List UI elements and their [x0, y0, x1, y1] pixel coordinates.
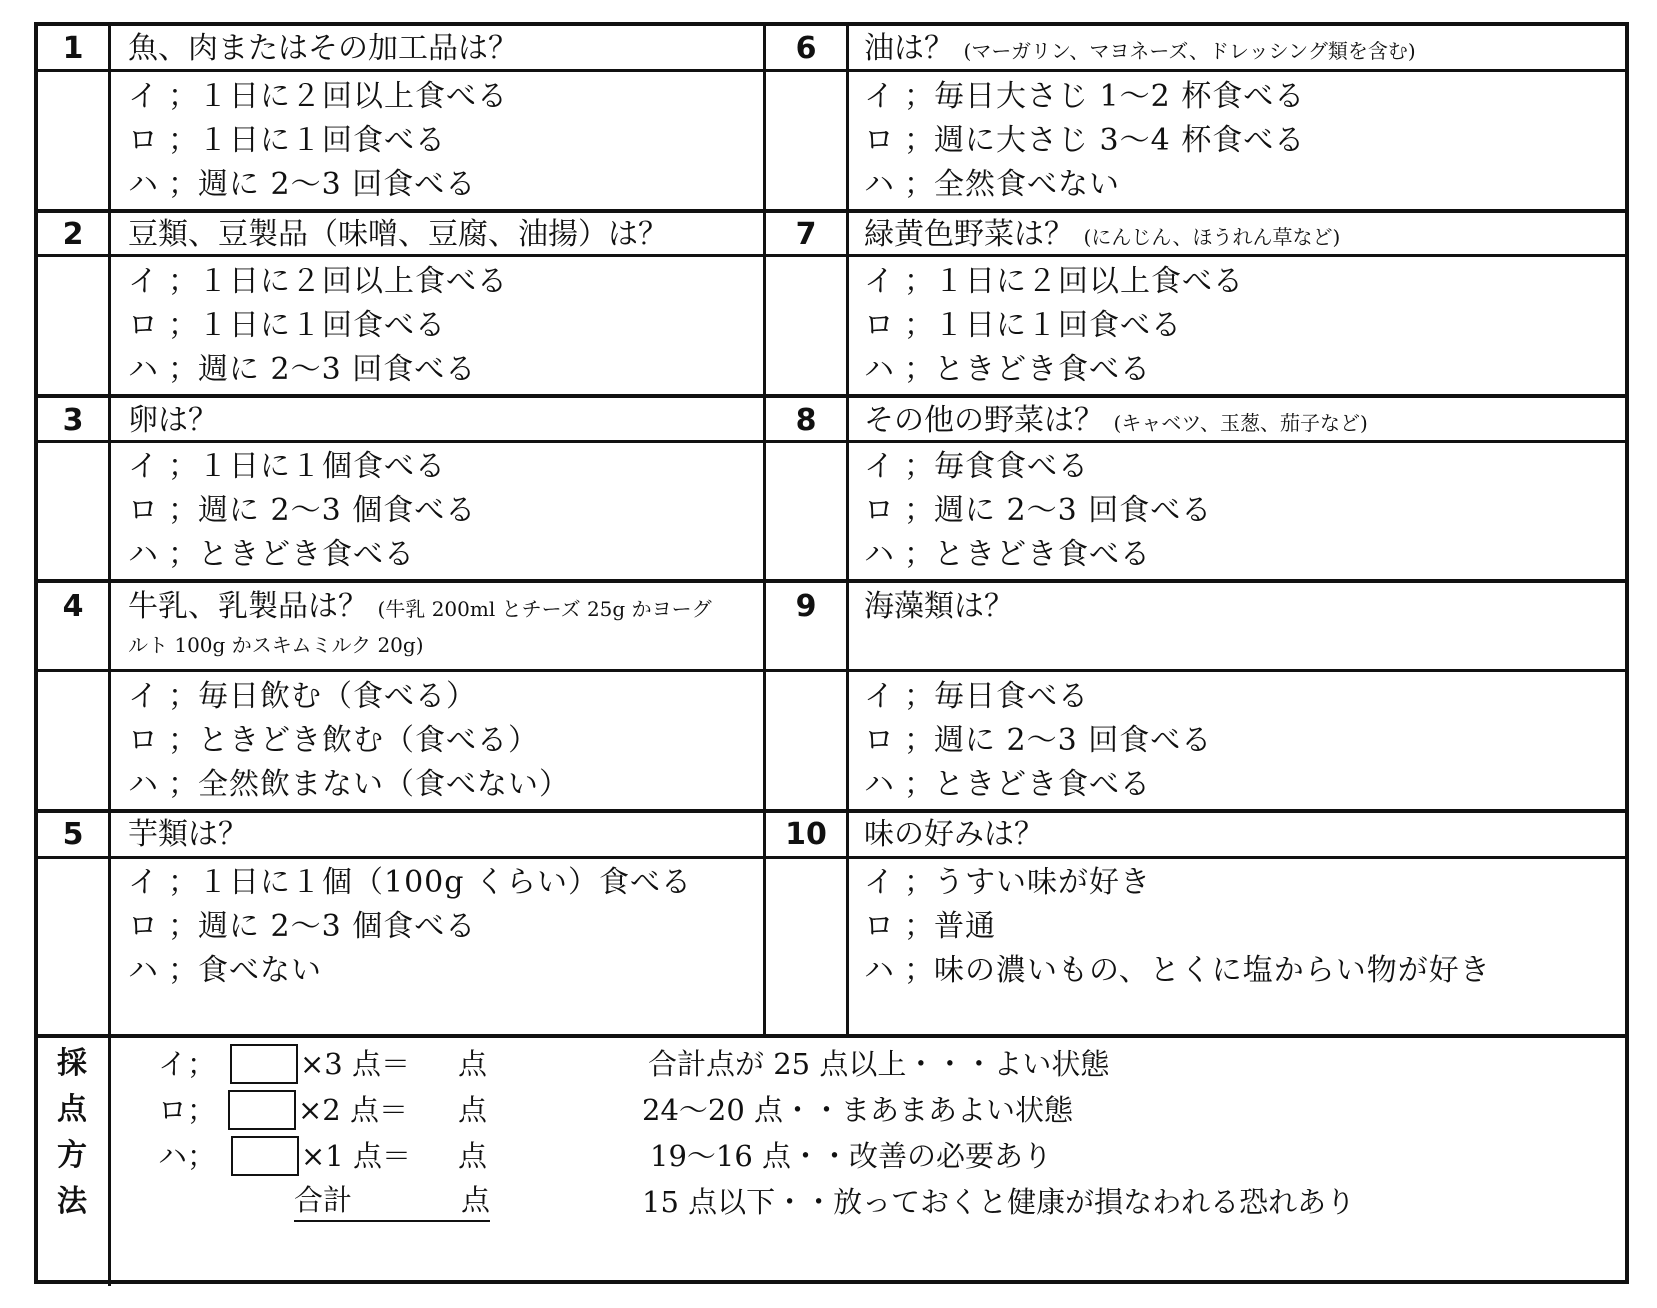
option-mark: ハ — [128, 352, 159, 387]
option-separator: ； — [168, 308, 199, 343]
rule-right-2 — [765, 209, 1629, 213]
option-separator: ； — [904, 167, 935, 202]
option-text: うすい味が好き — [934, 865, 1151, 900]
option-separator: ； — [904, 723, 935, 758]
option-text: １日に２回以上食べる — [198, 79, 508, 114]
rule-left-4 — [38, 394, 765, 398]
rule-left-6 — [38, 579, 765, 583]
rule-left-2 — [38, 209, 765, 213]
score-count-box-i[interactable] — [230, 1044, 298, 1084]
item-option-2b — [128, 303, 446, 349]
item-question-6 — [864, 28, 1416, 72]
option-separator: ； — [168, 123, 199, 158]
item-question-4-note-line2: ルト 100g かスキムミルク 20g) — [128, 633, 424, 657]
item-option-9a — [864, 674, 1089, 720]
option-text: １日に２回以上食べる — [934, 264, 1244, 299]
scoring-label-char-2: 点 — [57, 1092, 87, 1127]
rule-left-7 — [38, 669, 765, 672]
option-mark: ロ — [864, 493, 895, 528]
option-text: 毎日食べる — [934, 679, 1089, 714]
divider-number-column-left — [108, 26, 111, 1036]
option-text: 毎食食べる — [934, 449, 1089, 484]
item-option-7b — [864, 303, 1182, 349]
item-number-6: 6 — [795, 31, 817, 66]
divider-center — [763, 26, 766, 1036]
question-note: (マーガリン、マヨネーズ、ドレッシング類を含む) — [963, 39, 1416, 63]
item-number-2: 2 — [62, 217, 84, 252]
scoring-row-ro-mark — [158, 1088, 216, 1132]
criteria-line-1: 合計点が 25 点以上・・・よい状態 — [648, 1047, 1110, 1081]
item-option-4b — [128, 718, 539, 764]
option-text: 普通 — [934, 909, 996, 944]
scoring-label-char-3: 方 — [57, 1138, 87, 1173]
item-question-5 — [128, 814, 248, 856]
option-text: １日に１個食べる — [198, 449, 446, 484]
option-text: 週に 2～3 回食べる — [198, 167, 477, 202]
option-mark: ハ — [128, 767, 159, 802]
option-text: 毎日大さじ 1～2 杯食べる — [934, 79, 1306, 114]
scoring-row-i-unit: 点 — [458, 1047, 488, 1081]
item-option-10b — [864, 904, 996, 950]
rule-right-7 — [765, 669, 1629, 672]
scoring-row-ha-mark — [158, 1134, 216, 1178]
option-separator: ； — [904, 308, 935, 343]
option-separator: ； — [168, 679, 199, 714]
option-separator: ； — [168, 723, 199, 758]
question-text: 芋類は？ — [128, 817, 248, 852]
item-number-10: 10 — [785, 817, 827, 852]
scoring-separator: ； — [187, 1139, 217, 1173]
scoring-separator: ； — [187, 1093, 217, 1127]
option-separator: ； — [904, 79, 935, 114]
option-separator: ； — [168, 865, 199, 900]
divider-scoring-label — [108, 1036, 111, 1286]
rule-right-4 — [765, 394, 1629, 398]
item-number-5: 5 — [62, 817, 84, 852]
rule-scoring-top — [38, 1034, 1629, 1038]
option-text: ときどき食べる — [934, 352, 1151, 387]
question-text: 牛乳、乳製品は？ — [128, 589, 368, 624]
item-number-4: 4 — [62, 589, 84, 624]
option-separator: ； — [904, 537, 935, 572]
item-option-5b — [128, 904, 476, 950]
scoring-mark: ロ — [158, 1093, 188, 1127]
item-option-10a — [864, 860, 1151, 906]
item-question-4 — [128, 586, 712, 630]
option-mark: ロ — [864, 909, 895, 944]
scoring-row-ro-multiplier: ×2 点＝ — [298, 1093, 408, 1127]
item-question-3 — [128, 400, 218, 442]
option-text: 全然飲まない（食べない） — [198, 767, 570, 802]
option-text: 週に 2～3 個食べる — [198, 909, 477, 944]
question-text: 魚、肉またはその加工品は？ — [128, 31, 518, 66]
rule-right-6 — [765, 579, 1629, 583]
option-mark: ハ — [128, 953, 159, 988]
option-mark: ハ — [864, 352, 895, 387]
scoring-total-label: 合計 — [294, 1180, 414, 1222]
option-text: ときどき飲む（食べる） — [198, 723, 539, 758]
score-count-box-ha[interactable] — [231, 1136, 299, 1176]
item-option-3c — [128, 532, 415, 578]
question-text: 卵は？ — [128, 403, 218, 438]
option-separator: ； — [168, 449, 199, 484]
question-text: 海藻類は？ — [864, 589, 1014, 624]
item-question-1 — [128, 28, 518, 70]
option-mark: ロ — [864, 723, 895, 758]
item-option-1a — [128, 74, 508, 120]
question-note: (キャベツ、玉葱、茄子など) — [1113, 411, 1368, 435]
option-mark: イ — [128, 264, 159, 299]
option-text: 全然食べない — [934, 167, 1120, 202]
scoring-row-i-multiplier: ×3 点＝ — [300, 1047, 410, 1081]
option-separator: ； — [168, 493, 199, 528]
rule-right-8 — [765, 809, 1629, 813]
option-separator: ； — [168, 264, 199, 299]
option-text: 週に 2～3 個食べる — [198, 493, 477, 528]
score-count-box-ro[interactable] — [228, 1090, 296, 1130]
item-question-9 — [864, 586, 1014, 628]
item-question-10 — [864, 814, 1044, 856]
rule-left-9 — [38, 856, 765, 859]
option-text: 週に 2～3 回食べる — [934, 723, 1213, 758]
scoring-row-ro-unit: 点 — [458, 1093, 488, 1127]
scoring-row-i-mark — [158, 1042, 216, 1086]
option-mark: イ — [128, 79, 159, 114]
scoring-row-ha-unit: 点 — [458, 1139, 488, 1173]
option-mark: イ — [128, 449, 159, 484]
option-mark: イ — [128, 679, 159, 714]
item-option-9b — [864, 718, 1212, 764]
item-option-2a — [128, 259, 508, 305]
option-text: ときどき食べる — [934, 767, 1151, 802]
option-separator: ； — [904, 865, 935, 900]
option-mark: ロ — [864, 123, 895, 158]
option-text: ときどき食べる — [934, 537, 1151, 572]
option-text: 週に 2～3 回食べる — [934, 493, 1213, 528]
option-separator: ； — [168, 352, 199, 387]
item-option-10c — [864, 948, 1491, 994]
option-text: １日に１回食べる — [934, 308, 1182, 343]
option-separator: ； — [904, 123, 935, 158]
option-separator: ； — [168, 79, 199, 114]
option-mark: ハ — [128, 167, 159, 202]
item-number-7: 7 — [795, 217, 817, 252]
option-separator: ； — [904, 953, 935, 988]
option-mark: ロ — [128, 493, 159, 528]
item-option-4a — [128, 674, 477, 720]
criteria-line-3: 19～16 点・・改善の必要あり — [650, 1139, 1053, 1173]
option-mark: ロ — [864, 308, 895, 343]
option-text: 週に大さじ 3～4 杯食べる — [934, 123, 1306, 158]
item-option-7a — [864, 259, 1244, 305]
item-option-5a — [128, 860, 692, 906]
option-mark: ロ — [128, 723, 159, 758]
item-option-8b — [864, 488, 1212, 534]
item-option-3a — [128, 444, 446, 490]
option-separator: ； — [904, 679, 935, 714]
item-option-8a — [864, 444, 1089, 490]
option-text: ときどき食べる — [198, 537, 415, 572]
item-option-3b — [128, 488, 476, 534]
item-option-6c — [864, 162, 1120, 208]
option-separator: ； — [168, 953, 199, 988]
option-mark: イ — [864, 865, 895, 900]
item-number-8: 8 — [795, 403, 817, 438]
item-option-2c — [128, 347, 476, 393]
scoring-mark: ハ — [158, 1139, 188, 1173]
option-mark: ロ — [128, 909, 159, 944]
item-option-1b — [128, 118, 446, 164]
option-mark: イ — [864, 679, 895, 714]
option-text: １日に１回食べる — [198, 308, 446, 343]
option-separator: ； — [168, 537, 199, 572]
option-text: １日に１回食べる — [198, 123, 446, 158]
option-separator: ； — [904, 909, 935, 944]
divider-number-column-right — [846, 26, 849, 1036]
question-text: その他の野菜は？ — [864, 403, 1104, 438]
item-option-9c — [864, 762, 1151, 808]
option-separator: ； — [904, 352, 935, 387]
rule-left-8 — [38, 809, 765, 813]
option-mark: ハ — [864, 767, 895, 802]
item-option-5c — [128, 948, 322, 994]
question-note: (にんじん、ほうれん草など) — [1083, 225, 1341, 249]
criteria-line-4: 15 点以下・・放っておくと健康が損なわれる恐れあり — [642, 1185, 1356, 1219]
option-separator: ； — [904, 449, 935, 484]
scoring-label-char-1: 採 — [57, 1046, 87, 1081]
criteria-line-2: 24～20 点・・まあまあよい状態 — [642, 1093, 1074, 1127]
scoring-mark: イ — [158, 1047, 188, 1081]
item-option-7c — [864, 347, 1151, 393]
question-text: 味の好みは？ — [864, 817, 1044, 852]
option-mark: ハ — [864, 537, 895, 572]
option-separator: ； — [904, 767, 935, 802]
item-option-6a — [864, 74, 1305, 120]
option-text: 食べない — [198, 953, 322, 988]
scoring-label-char-4: 法 — [57, 1184, 87, 1219]
item-option-6b — [864, 118, 1305, 164]
option-mark: イ — [864, 449, 895, 484]
option-text: １日に１個（100g くらい）食べる — [198, 865, 693, 900]
question-note: (牛乳 200ml とチーズ 25g かヨーグ — [377, 597, 712, 621]
rule-right-9 — [765, 856, 1629, 859]
item-option-4c — [128, 762, 570, 808]
item-number-9: 9 — [795, 589, 817, 624]
question-text: 緑黄色野菜は？ — [864, 217, 1074, 252]
item-option-8c — [864, 532, 1151, 578]
item-number-1: 1 — [62, 31, 84, 66]
option-mark: ハ — [864, 953, 895, 988]
item-question-7 — [864, 214, 1340, 258]
item-question-8 — [864, 400, 1368, 444]
option-mark: ハ — [864, 167, 895, 202]
scoring-separator: ； — [187, 1047, 217, 1081]
item-question-2 — [128, 214, 668, 256]
option-mark: イ — [864, 264, 895, 299]
option-mark: イ — [128, 865, 159, 900]
item-option-1c — [128, 162, 476, 208]
option-text: 週に 2～3 回食べる — [198, 352, 477, 387]
option-separator: ； — [168, 909, 199, 944]
option-text: 味の濃いもの、とくに塩からい物が好き — [934, 953, 1491, 988]
scoring-row-ha-multiplier: ×1 点＝ — [301, 1139, 411, 1173]
option-mark: ロ — [128, 308, 159, 343]
option-separator: ； — [904, 264, 935, 299]
option-mark: ハ — [128, 537, 159, 572]
option-separator: ； — [168, 167, 199, 202]
option-separator: ； — [904, 493, 935, 528]
option-text: １日に２回以上食べる — [198, 264, 508, 299]
option-mark: ロ — [128, 123, 159, 158]
item-number-3: 3 — [62, 403, 84, 438]
option-mark: イ — [864, 79, 895, 114]
diet-checklist-sheet — [34, 22, 1629, 1284]
scoring-total-unit: 点 — [414, 1180, 490, 1222]
question-text: 豆類、豆製品（味噌、豆腐、油揚）は？ — [128, 217, 668, 252]
option-separator: ； — [168, 767, 199, 802]
option-text: 毎日飲む（食べる） — [198, 679, 477, 714]
question-text: 油は？ — [864, 31, 954, 66]
